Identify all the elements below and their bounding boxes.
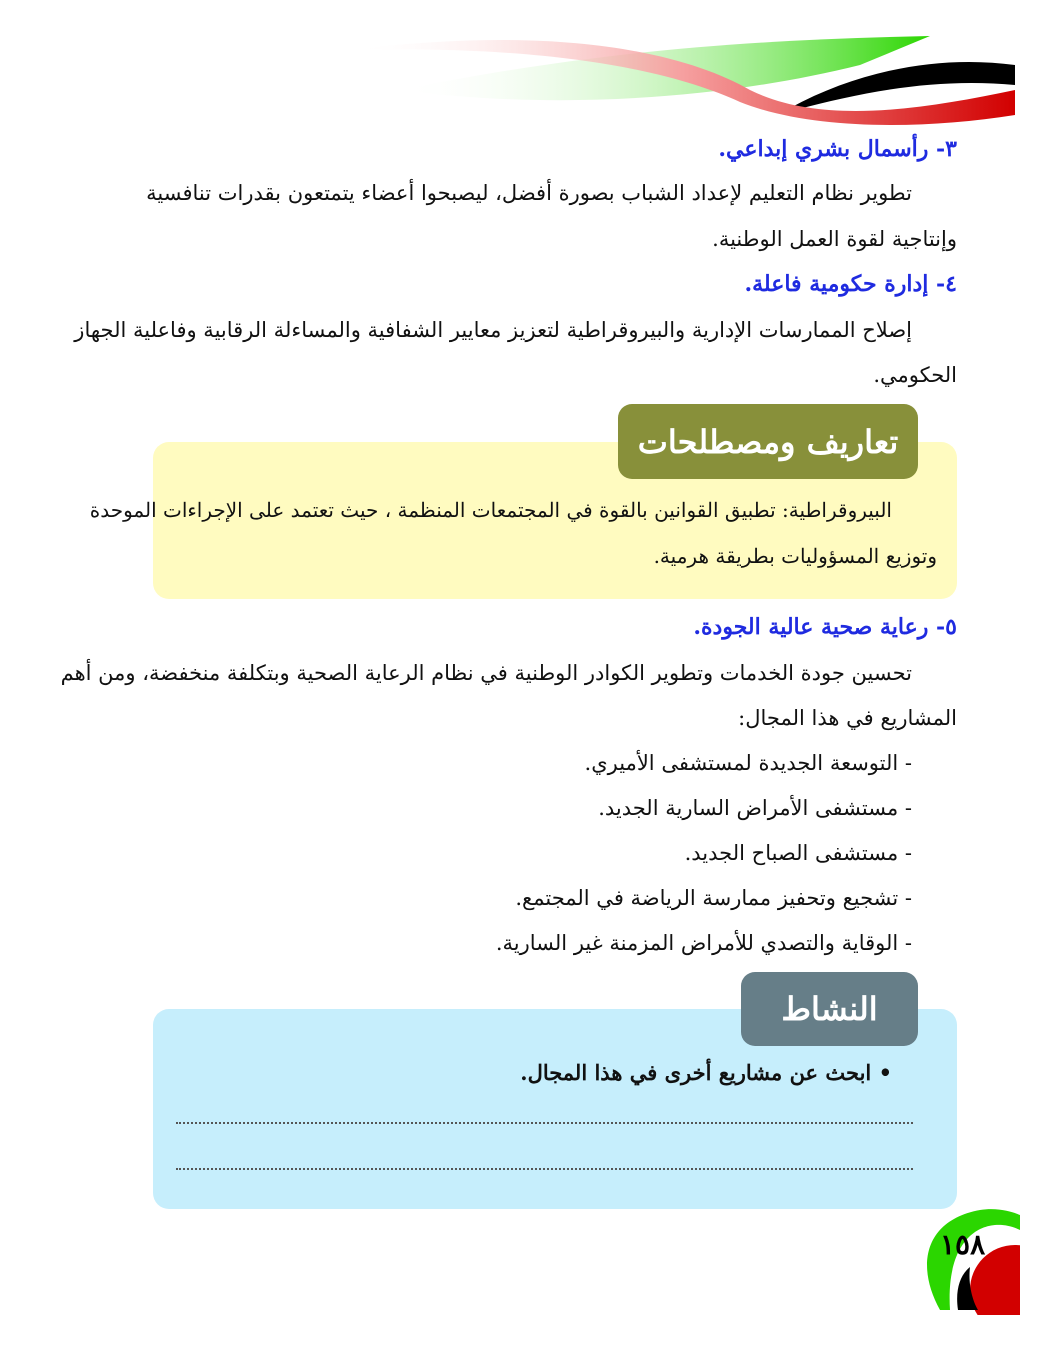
definition-line-1: البيروقراطية: تطبيق القوانين بالقوة في المجتمعات المنظمة ، حيث تعتمد على الإجراءات الموحدة: [89, 498, 892, 522]
section-4-heading: ٤- إدارة حكومية فاعلة.: [744, 271, 957, 297]
project-item: - مستشفى الأمراض السارية الجديد.: [598, 796, 912, 820]
section-4-text-line-2: الحكومي.: [873, 363, 957, 387]
activity-prompt: • ابحث عن مشاريع أخرى في هذا المجال.: [520, 1060, 892, 1085]
page-number: ١٥٨: [940, 1228, 986, 1261]
section-5-text-line-1: تحسين جودة الخدمات وتطوير الكوادر الوطنية في نظام الرعاية الصحية وبتكلفة منخفضة، ومن أهم: [60, 661, 912, 685]
project-item: - التوسعة الجديدة لمستشفى الأميري.: [584, 751, 912, 775]
section-3-heading: ٣- رأسمال بشري إبداعي.: [718, 136, 957, 162]
flag-swoosh-decoration: [300, 30, 1020, 130]
definition-line-2: وتوزيع المسؤوليات بطريقة هرمية.: [653, 544, 937, 568]
section-3-text-line-2: وإنتاجية لقوة العمل الوطنية.: [712, 227, 957, 251]
answer-line[interactable]: [176, 1122, 913, 1124]
section-3-text-line-1: تطوير نظام التعليم لإعداد الشباب بصورة أفضل، ليصبحوا أعضاء يتمتعون بقدرات تنافسية: [146, 181, 912, 205]
section-5-heading: ٥- رعاية صحية عالية الجودة.: [693, 614, 957, 640]
activity-title: النشاط: [741, 972, 918, 1046]
section-4-text-line-1: إصلاح الممارسات الإدارية والبيروقراطية لتعزيز معايير الشفافية والمساءلة الرقابية وفاعلية الجهاز: [74, 318, 912, 342]
answer-line[interactable]: [176, 1168, 913, 1170]
section-5-text-line-2: المشاريع في هذا المجال:: [738, 706, 957, 730]
definitions-title: تعاريف ومصطلحات: [618, 404, 918, 479]
project-item: - تشجيع وتحفيز ممارسة الرياضة في المجتمع.: [515, 886, 912, 910]
project-item: - الوقاية والتصدي للأمراض المزمنة غير السارية.: [495, 931, 912, 955]
project-item: - مستشفى الصباح الجديد.: [684, 841, 912, 865]
